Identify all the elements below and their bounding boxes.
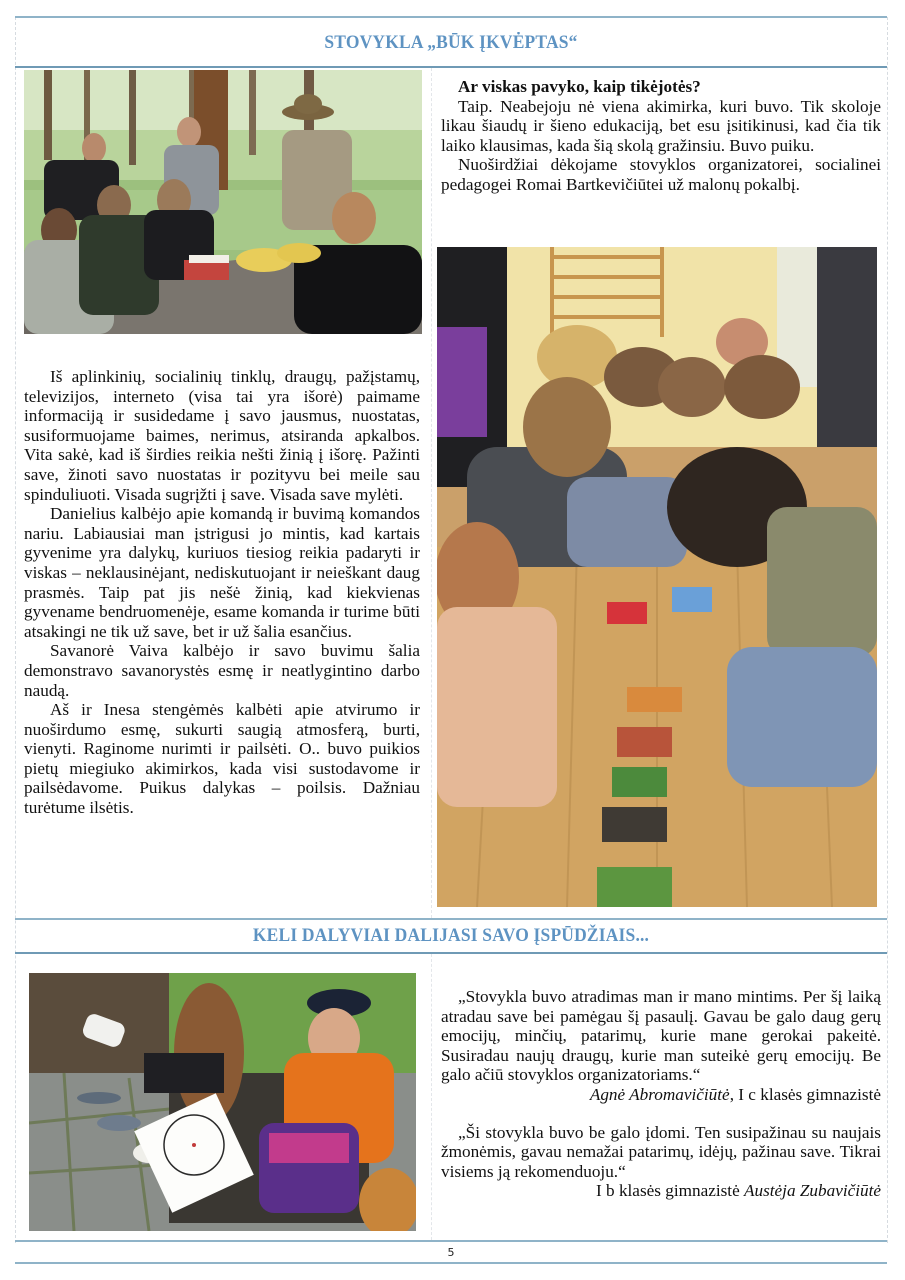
interview-question: Ar viskas pavyko, kaip tikėjotės? — [458, 77, 701, 96]
article-paragraph: Danielius kalbėjo apie komandą ir buvimą komandos nariu. Labiausiai man įstrigusi jo mintis, kad kartais gyvenime yra dalykų, kuriuos tiesiog reikia padaryti ir viskas – neklausinėjant, nediskutuojant ir neieškant daug prasmės. Taip pat jis nešė žinią, kad kiekvienas gyvename bendruomenėje, esame komanda ir turime būti atsakingi ne tik už save, bet ir už šalia esančius. — [24, 504, 420, 641]
quote-author-role: , I c klasės gimnazistė — [729, 1084, 881, 1104]
quote-author-name: Agnė Abromavičiūtė — [589, 1084, 730, 1104]
column-divider-2 — [431, 954, 432, 1240]
quote-author-role: I b klasės gimnazistė — [596, 1181, 744, 1201]
section1-title: STOVYKLA „BŪK ĮKVĖPTAS“ — [324, 32, 578, 53]
article-body — [24, 367, 420, 818]
quote-signature — [441, 1181, 881, 1201]
section2-bottom-rule — [15, 952, 887, 954]
interview-thanks: Nuoširdžiai dėkojame stovyklos organizatorei, socialinei pedagogei Romai Bartkevičiūtei už malonų pokalbį. — [441, 155, 881, 194]
section1-bottom-rule — [15, 66, 887, 68]
interview-answer: Taip. Neabejoju nė viena akimirka, kuri buvo. Tik skoloje likau šiaudų ir šieno edukaciją, bet esu įsitikinusi, kad čia tik laiko klausimas, kada šią skolą gražinsiu. Buvo puiku. — [441, 96, 881, 155]
photo-floor-puzzle — [437, 247, 877, 907]
article-paragraph: Aš ir Inesa stengėmės kalbėti apie atvirumo ir nuoširdumo esmę, sukurti saugią atmosferą, burti, vienyti. Raginome nurimti ir pailsėti. O.. buvo puikios pietų miegiuko akimirkos, kada visi sustodavome ir pailsėdavome. Puikus dalykas – poilsis. Dažniau turėtume ilsėtis. — [24, 700, 420, 818]
photo-boy-with-clock — [29, 973, 416, 1231]
quote-spacer — [441, 1105, 881, 1123]
article-paragraph: Savanorė Vaiva kalbėjo ir savo buvimu šalia demonstravo savanorystės esmę ir neatlygintino darbo naudą. — [24, 641, 420, 700]
footer-top-rule — [15, 1240, 887, 1242]
photo-picnic-table — [24, 70, 422, 334]
section2-title: KELI DALYVIAI DALIJASI SAVO ĮSPŪDŽIAIS... — [252, 925, 650, 946]
quote-text: „Ši stovykla buvo be galo įdomi. Ten susipažinau su naujais žmonėmis, gavau nemažai patarimų, idėjų, pažinau save. Tikrai visiems ją rekomenduoju.“ — [441, 1122, 881, 1181]
page-number: 5 — [447, 1246, 455, 1259]
quote-author-name: Austėja Zubavičiūtė — [744, 1181, 881, 1201]
section1-top-rule — [15, 16, 887, 18]
column-divider — [431, 68, 432, 918]
quote-signature — [441, 1085, 881, 1105]
footer-bottom-rule — [15, 1262, 887, 1264]
quote-text: „Stovykla buvo atradimas man ir mano mintims. Per šį laiką atradau save bei pamėgau šį pasaulį. Gavau be galo daug gerų emocijų, minčių, patarimų, kurie mane gerokai pakeitė. Susiradau naujų draugų, kurie man suteikė gerų emocijų. Be galo ačiū stovyklos organizatoriams.“ — [441, 987, 881, 1085]
article-paragraph: Iš aplinkinių, socialinių tinklų, draugų, pažįstamų, televizijos, interneto (visa tai yra išorė) paimame informaciją ir susidedame į savo jausmus, nuostatas, susiformuojame baimes, nerimus, atsiranda apkalbos. Vita sakė, kad iš širdies reikia nešti žinią į išorę. Pažinti save, žinoti savo nuostatas ir pozityvu bei meile sau spinduliuoti. Visada sugrįžti į save. Visada save mylėti. — [24, 367, 420, 504]
section2-top-rule — [15, 918, 887, 920]
quotes-block — [441, 987, 881, 1201]
interview-answer-block — [441, 77, 881, 195]
